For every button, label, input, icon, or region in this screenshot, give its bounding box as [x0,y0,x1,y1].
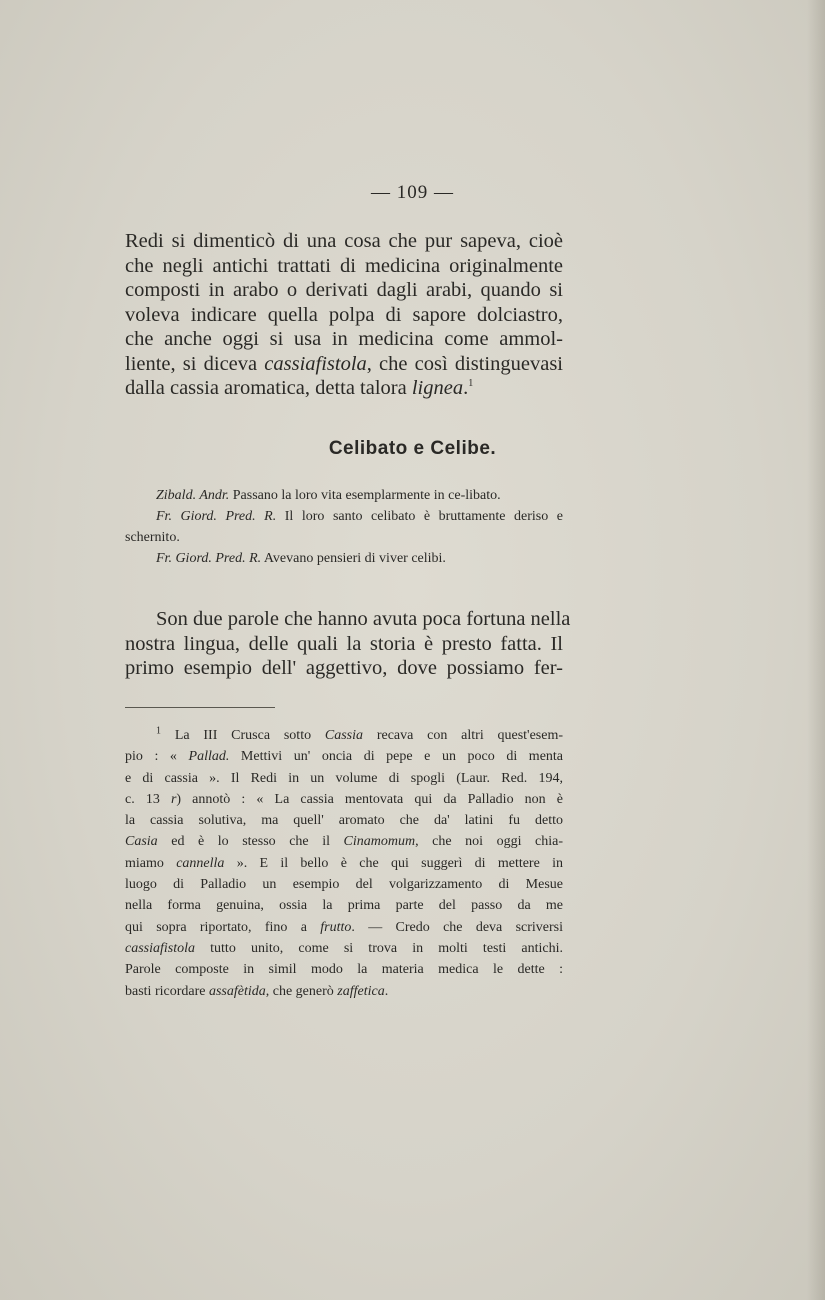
footnote-separator [125,707,275,708]
footnote-line [125,938,563,959]
italic-term: Cassia [324,728,364,743]
text-run: qui sopra riportato, fino a [125,919,321,935]
footnote-line: la cassia solutiva, ma quell' aromato che da' latini fu detto [125,813,563,829]
citation-text: Avevano pensieri di viver celibi. [261,551,446,566]
paragraph-1-line: che negli antichi trattati di medicina originalmente [125,254,563,277]
text-run: recava con altri quest'esem- [363,728,564,743]
italic-term: Pallad. [188,749,230,765]
text-run: ». E il bello è che qui suggerì di mettere in [224,855,563,871]
text-run: . [384,983,389,999]
paragraph-1 [125,229,563,401]
text-run: , che così distinguevasi [366,352,563,375]
italic-term: cannella [176,855,225,871]
citation-source: Fr. Giord. Pred. R. [156,509,277,524]
citation [125,506,563,548]
paragraph-2 [125,607,571,681]
footnote-line [125,981,563,1002]
text-run: c. 13 [125,791,171,807]
paragraph-1-line: che anche oggi si usa in medicina come ammol- [125,328,563,350]
footnote-line [125,746,563,767]
italic-term: cassiafistola [125,940,196,956]
paragraph-1-line [125,352,563,377]
text-run: basti ricordare [125,983,209,999]
italic-term: zaffetica [337,983,385,999]
footnote-line [125,789,563,810]
text-run: , che noi oggi chia- [415,834,563,850]
footnote-reference: 1 [468,378,474,390]
paragraph-2-line: Son due parole che hanno avuta poca fortuna nella [156,608,571,630]
italic-term: lignea [411,377,464,399]
citation-list [125,485,563,569]
paragraph-2-line: nostra lingua, delle quali la storia è presto fatta. Il [125,632,563,655]
paragraph-1-line: voleva indicare quella polpa di sapore dolciastro, [125,303,563,326]
text-run: La III Crusca sotto [174,728,325,743]
text-run: ) annotò : « La cassia mentovata qui da Palladio non è [176,791,564,807]
citation-text: Il loro santo celibato è bruttamente deriso e schernito. [125,509,563,545]
italic-term: frutto [320,919,352,935]
italic-term: Cinamomum [343,834,416,850]
text-run: Mettivi un' oncia di pepe e un poco di menta [229,749,564,765]
text-run: dalla cassia aromatica, detta talora [125,377,412,399]
text-run: . — Credo che deva scriversi [351,919,563,935]
footnote-line [125,853,563,874]
footnote-line [125,917,563,938]
paragraph-1-line: Redi si dimenticò di una cosa che pur sapeva, cioè [125,230,563,252]
citation [125,485,563,506]
italic-term: cassiafistola [264,352,367,375]
citation-source: Fr. Giord. Pred. R. [156,551,262,566]
footnote [125,725,563,1002]
text-run: tutto unito, come si trova in molti testi antichi. [195,940,563,956]
citation-text: Passano la loro vita esemplarmente in ce-libato. [229,488,501,503]
paragraph-1-line [125,376,563,401]
footnote-line [125,831,563,852]
footnote-line [125,725,563,746]
page-number: — 109 — [371,182,454,203]
footnote-line: Parole composte in simil modo la materia medica le dette : [125,962,563,978]
citation [125,548,563,569]
text-run: miamo [125,855,177,871]
text-run: pio : « [125,749,189,765]
footnote-line: luogo di Palladio un esempio del volgarizzamento di Mesue [125,877,563,893]
citation-source: Zibald. Andr. [156,488,230,503]
italic-term: Casia [125,834,158,850]
footnote-line: e di cassia ». Il Redi in un volume di spogli (Laur. Red. 194, [125,770,563,786]
footnote-line: nella forma genuina, ossia la prima parte del passo da me [125,898,563,914]
paragraph-2-line: primo esempio dell' aggettivo, dove possiamo fer- [125,657,563,679]
text-run: liente, si diceva [125,352,265,375]
italic-term: assafètida [208,983,266,999]
section-heading: Celibato e Celibe. [328,438,497,459]
italic-term: r [170,791,177,807]
footnote-mark: 1 [156,725,161,737]
text-run: , che generò [265,983,338,999]
text-run: . [463,377,469,399]
text-run: ed è lo stesso che il [157,834,344,850]
paragraph-1-line: composti in arabo o derivati dagli arabi, quando si [125,279,563,301]
